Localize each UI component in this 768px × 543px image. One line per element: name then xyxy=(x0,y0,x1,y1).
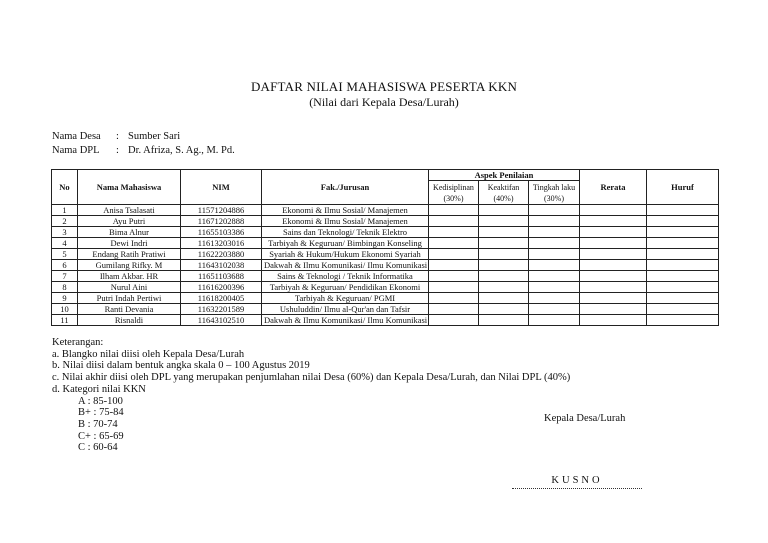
header-no: No xyxy=(52,170,78,205)
row-no: 11 xyxy=(52,315,78,326)
row-kedisiplinan[interactable] xyxy=(429,315,479,326)
dpl-label: Nama DPL xyxy=(52,145,100,156)
row-rerata[interactable] xyxy=(580,282,647,293)
row-rerata[interactable] xyxy=(580,227,647,238)
table-row xyxy=(52,238,719,249)
row-nim: 11643102038 xyxy=(181,260,262,271)
row-nama: Dewi Indri xyxy=(78,238,181,249)
table-row xyxy=(52,304,719,315)
row-keaktifan[interactable] xyxy=(479,205,529,216)
row-tingkah-laku[interactable] xyxy=(529,238,580,249)
grade-category: B : 70-74 xyxy=(78,418,118,430)
row-rerata[interactable] xyxy=(580,238,647,249)
row-fakultas: Tarbiyah & Keguruan/ PGMI xyxy=(262,293,429,304)
note-item: d. Kategori nilai KKN xyxy=(52,383,146,395)
row-tingkah-laku[interactable] xyxy=(529,205,580,216)
notes-section xyxy=(52,337,570,454)
tingkah-laku-weight: (30%) xyxy=(544,193,564,203)
table-row xyxy=(52,282,719,293)
table-row xyxy=(52,293,719,304)
row-no: 3 xyxy=(52,227,78,238)
notes-heading: Keterangan: xyxy=(52,337,104,348)
table-row xyxy=(52,205,719,216)
row-keaktifan[interactable] xyxy=(479,227,529,238)
row-nama: Ilham Akbar. HR xyxy=(78,271,181,282)
kedisiplinan-weight: (30%) xyxy=(443,193,464,203)
header-tingkah-laku xyxy=(529,181,580,205)
header-nama: Nama Mahasiswa xyxy=(78,170,181,205)
keaktifan-label: Keaktifan xyxy=(487,182,520,192)
row-nim: 11613203016 xyxy=(181,238,262,249)
row-no: 10 xyxy=(52,304,78,315)
row-tingkah-laku[interactable] xyxy=(529,249,580,260)
row-huruf[interactable] xyxy=(647,249,719,260)
row-kedisiplinan[interactable] xyxy=(429,227,479,238)
row-keaktifan[interactable] xyxy=(479,271,529,282)
row-no: 8 xyxy=(52,282,78,293)
header-keaktifan xyxy=(479,181,529,205)
row-no: 9 xyxy=(52,293,78,304)
row-nama: Putri Indah Pertiwi xyxy=(78,293,181,304)
grades-table xyxy=(51,169,719,326)
row-kedisiplinan[interactable] xyxy=(429,282,479,293)
row-huruf[interactable] xyxy=(647,216,719,227)
desa-info xyxy=(52,131,180,142)
row-huruf[interactable] xyxy=(647,304,719,315)
row-keaktifan[interactable] xyxy=(479,260,529,271)
row-keaktifan[interactable] xyxy=(479,238,529,249)
row-tingkah-laku[interactable] xyxy=(529,216,580,227)
row-kedisiplinan[interactable] xyxy=(429,271,479,282)
row-nim: 11618200405 xyxy=(181,293,262,304)
row-huruf[interactable] xyxy=(647,315,719,326)
row-nama: Nurul Aini xyxy=(78,282,181,293)
kedisiplinan-label: Kedisiplinan xyxy=(433,182,474,192)
row-nim: 11651103688 xyxy=(181,271,262,282)
row-fakultas: Tarbiyah & Keguruan/ Bimbingan Konseling xyxy=(262,238,429,249)
row-no: 5 xyxy=(52,249,78,260)
row-nim: 11616200396 xyxy=(181,282,262,293)
header-aspek: Aspek Penilaian xyxy=(429,170,580,181)
note-item: c. Nilai akhir diisi oleh DPL yang merupakan penjumlahan nilai Desa (60%) dan Kepala Desa/Lurah, dan Nilai DPL (40%) xyxy=(52,372,571,384)
row-kedisiplinan[interactable] xyxy=(429,304,479,315)
document-title: DAFTAR NILAI MAHASISWA PESERTA KKN xyxy=(250,79,518,94)
row-nama: Anisa Tsalasati xyxy=(78,205,181,216)
row-fakultas: Dakwah & Ilmu Komunikasi/ Ilmu Komunikasi xyxy=(262,260,429,271)
row-fakultas: Ekonomi & Ilmu Sosial/ Manajemen xyxy=(262,216,429,227)
row-tingkah-laku[interactable] xyxy=(529,315,580,326)
row-keaktifan[interactable] xyxy=(479,304,529,315)
row-huruf[interactable] xyxy=(647,293,719,304)
desa-value: Sumber Sari xyxy=(128,131,181,142)
grade-category: A : 85-100 xyxy=(78,395,123,407)
header-rerata: Rerata xyxy=(580,170,647,205)
row-rerata[interactable] xyxy=(580,271,647,282)
desa-label: Nama Desa xyxy=(52,131,101,142)
row-nama: Bima Alnur xyxy=(78,227,181,238)
row-kedisiplinan[interactable] xyxy=(429,260,479,271)
row-nim: 11632201589 xyxy=(181,304,262,315)
note-item: a. Blangko nilai diisi oleh Kepala Desa/Lurah xyxy=(52,348,245,360)
row-huruf[interactable] xyxy=(647,260,719,271)
row-fakultas: Ushuluddin/ Ilmu al-Qur'an dan Tafsir xyxy=(262,304,429,315)
row-keaktifan[interactable] xyxy=(479,282,529,293)
row-fakultas: Tarbiyah & Keguruan/ Pendidikan Ekonomi xyxy=(262,282,429,293)
row-rerata[interactable] xyxy=(580,216,647,227)
header-huruf: Huruf xyxy=(647,170,719,205)
signature-line xyxy=(512,488,642,489)
row-nim: 11571204886 xyxy=(181,205,262,216)
table-row xyxy=(52,260,719,271)
row-rerata[interactable] xyxy=(580,293,647,304)
row-tingkah-laku[interactable] xyxy=(529,227,580,238)
dpl-value: Dr. Afriza, S. Ag., M. Pd. xyxy=(128,145,235,156)
grade-category: C : 60-64 xyxy=(78,442,118,454)
row-tingkah-laku[interactable] xyxy=(529,293,580,304)
row-fakultas: Sains dan Teknologi/ Teknik Elektro xyxy=(262,227,429,238)
row-kedisiplinan[interactable] xyxy=(429,249,479,260)
row-rerata[interactable] xyxy=(580,304,647,315)
row-nama: Endang Ratih Pratiwi xyxy=(78,249,181,260)
grade-category: B+ : 75-84 xyxy=(78,407,124,419)
signer-name: KUSNO xyxy=(551,475,603,486)
row-no: 4 xyxy=(52,238,78,249)
table-body xyxy=(52,205,719,326)
desa-separator: : xyxy=(116,131,119,142)
grade-category: C+ : 65-69 xyxy=(78,430,124,442)
tingkah-laku-label: Tingkah laku xyxy=(532,182,576,192)
row-nama: Ranti Devania xyxy=(78,304,181,315)
row-nim: 11643102510 xyxy=(181,315,262,326)
row-rerata[interactable] xyxy=(580,260,647,271)
header-kedisiplinan xyxy=(429,181,479,205)
row-tingkah-laku[interactable] xyxy=(529,282,580,293)
row-fakultas: Ekonomi & Ilmu Sosial/ Manajemen xyxy=(262,205,429,216)
keaktifan-weight: (40%) xyxy=(493,193,514,203)
row-kedisiplinan[interactable] xyxy=(429,293,479,304)
row-rerata[interactable] xyxy=(580,249,647,260)
row-tingkah-laku[interactable] xyxy=(529,271,580,282)
row-no: 1 xyxy=(52,205,78,216)
header-fakultas: Fak./Jurusan xyxy=(262,170,429,205)
row-huruf[interactable] xyxy=(647,282,719,293)
table-row xyxy=(52,216,719,227)
row-keaktifan[interactable] xyxy=(479,216,529,227)
row-nim: 11671202888 xyxy=(181,216,262,227)
row-huruf[interactable] xyxy=(647,205,719,216)
signer-title: Kepala Desa/Lurah xyxy=(544,413,626,424)
note-item: b. Nilai diisi dalam bentuk angka skala 0 – 100 Agustus 2019 xyxy=(52,360,310,372)
row-nama: Ayu Putri xyxy=(78,216,181,227)
row-keaktifan[interactable] xyxy=(479,315,529,326)
document-subtitle: (Nilai dari Kepala Desa/Lurah) xyxy=(309,95,459,109)
row-nim: 11622203880 xyxy=(181,249,262,260)
table-row xyxy=(52,227,719,238)
row-tingkah-laku[interactable] xyxy=(529,260,580,271)
row-no: 2 xyxy=(52,216,78,227)
dpl-separator: : xyxy=(116,145,119,156)
row-huruf[interactable] xyxy=(647,227,719,238)
row-fakultas: Syariah & Hukum/Hukum Ekonomi Syariah xyxy=(262,249,429,260)
row-nama: Risnaldi xyxy=(78,315,181,326)
row-nim: 11655103386 xyxy=(181,227,262,238)
row-kedisiplinan[interactable] xyxy=(429,205,479,216)
header-nim: NIM xyxy=(181,170,262,205)
table-row xyxy=(52,249,719,260)
row-keaktifan[interactable] xyxy=(479,293,529,304)
row-no: 6 xyxy=(52,260,78,271)
row-no: 7 xyxy=(52,271,78,282)
row-nama: Gumilang Rifky. M xyxy=(78,260,181,271)
row-rerata[interactable] xyxy=(580,205,647,216)
dpl-info xyxy=(52,145,235,156)
row-huruf[interactable] xyxy=(647,271,719,282)
row-keaktifan[interactable] xyxy=(479,249,529,260)
row-rerata[interactable] xyxy=(580,315,647,326)
table-row xyxy=(52,315,719,326)
row-fakultas: Sains & Teknologi / Teknik Informatika xyxy=(262,271,429,282)
row-kedisiplinan[interactable] xyxy=(429,216,479,227)
row-tingkah-laku[interactable] xyxy=(529,304,580,315)
row-kedisiplinan[interactable] xyxy=(429,238,479,249)
row-fakultas: Dakwah & Ilmu Komunikasi/ Ilmu Komunikasi xyxy=(262,315,429,326)
table-row xyxy=(52,271,719,282)
row-huruf[interactable] xyxy=(647,238,719,249)
